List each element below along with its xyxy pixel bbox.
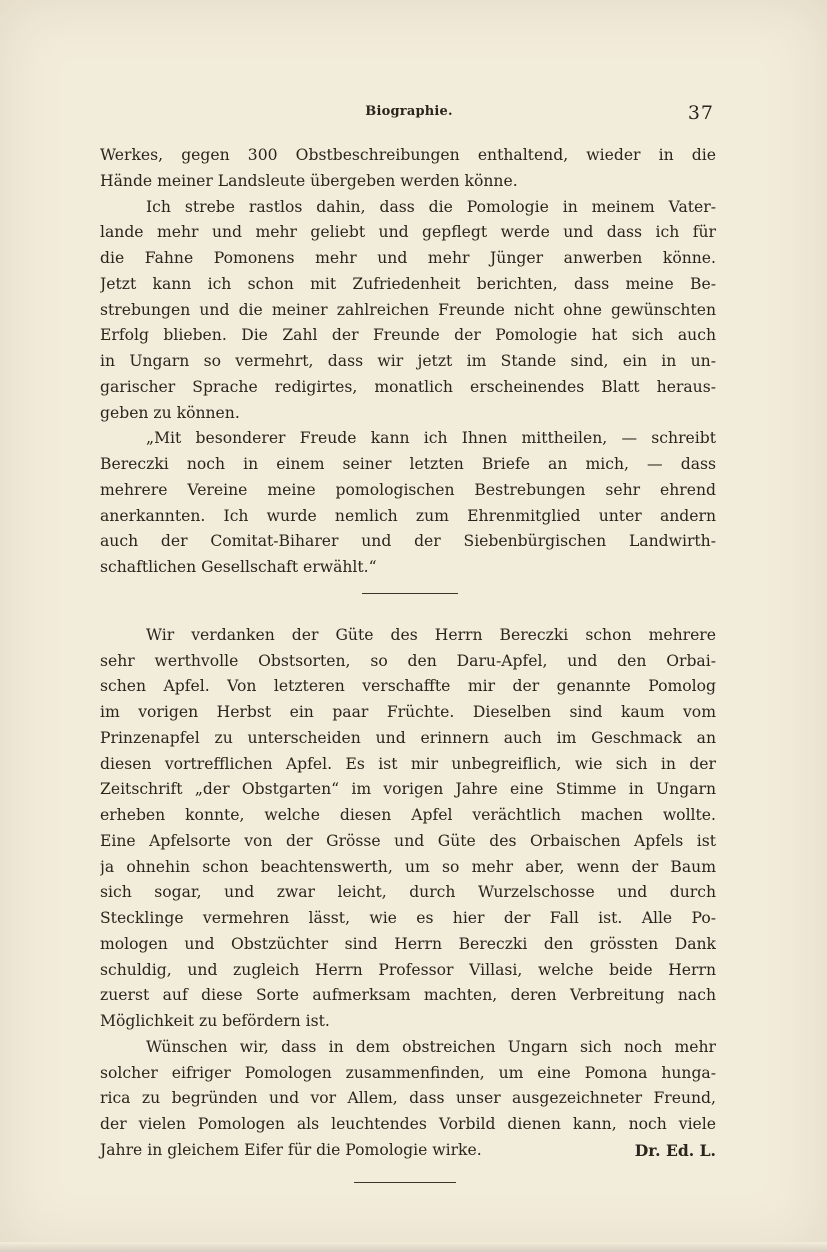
section-divider	[100, 581, 716, 607]
text-line: mehrere Vereine meine pomologischen Bestrebungen sehr ehrend	[100, 480, 716, 499]
text-line: zuerst auf diese Sorte aufmerksam machten, deren Verbreitung nach	[100, 986, 716, 1005]
text-line: „Mit besonderer Freude kann ich Ihnen mittheilen, — schreibt	[146, 429, 716, 448]
page-bottom-edge	[0, 1242, 827, 1252]
text-line: ja ohnehin schon beachtenswerth, um so mehr aber, wenn der Baum	[100, 857, 716, 876]
text-line: im vorigen Herbst ein paar Früchte. Dieselben sind kaum vom	[100, 703, 716, 721]
text-line: solcher eifriger Pomologen zusammenfinden, um eine Pomona hunga-	[100, 1063, 716, 1082]
text-line: auch der Comitat-Biharer und der Siebenbürgischen Landwirth-	[100, 532, 716, 551]
running-title: Biographie.	[365, 104, 453, 119]
text-line: Jahre in gleichem Eifer für die Pomologie wirke.	[100, 1140, 482, 1159]
text-line: Wünschen wir, dass in dem obstreichen Ungarn sich noch mehr	[146, 1037, 716, 1056]
closing-line	[100, 1138, 716, 1164]
text-line: garischer Sprache redigirtes, monatlich erscheinendes Blatt heraus-	[100, 377, 716, 396]
text-line: sich sogar, und zwar leicht, durch Wurzelschosse und durch	[100, 883, 716, 902]
text-line: Prinzenapfel zu unterscheiden und erinnern auch im Geschmack an	[100, 728, 716, 747]
page-header	[100, 104, 718, 126]
text-line: Stecklinge vermehren lässt, wie es hier der Fall ist. Alle Po-	[100, 909, 716, 927]
text-line: die Fahne Pomonens mehr und mehr Jünger anwerben könne.	[100, 249, 716, 267]
text-line: strebungen und die meiner zahlreichen Freunde nicht ohne gewünschten	[100, 300, 716, 319]
text-line: der vielen Pomologen als leuchtendes Vorbild dienen kann, noch viele	[100, 1115, 716, 1133]
text-line: lande mehr und mehr geliebt und gepflegt werde und dass ich für	[100, 223, 716, 242]
text-line: schen Apfel. Von letzteren verschaffte mir der genannte Pomolog	[100, 677, 716, 696]
author-signature: Dr. Ed. L.	[634, 1140, 716, 1160]
text-line: Ich strebe rastlos dahin, dass die Pomologie in meinem Vater-	[146, 197, 716, 216]
text-line: sehr werthvolle Obstsorten, so den Daru-Apfel, und den Orbai-	[100, 651, 716, 670]
text-line: Wir verdanken der Güte des Herrn Bereczki schon mehrere	[146, 625, 716, 644]
end-divider	[100, 1164, 716, 1190]
text-line: rica zu begründen und vor Allem, dass unser ausgezeichneter Freund,	[100, 1089, 716, 1108]
text-line: Jetzt kann ich schon mit Zufriedenheit berichten, dass meine Be-	[100, 274, 716, 293]
text-line: geben zu können.	[100, 403, 240, 422]
text-line: diesen vortrefflichen Apfel. Es ist mir unbegreiflich, wie sich in der	[100, 754, 716, 773]
text-line: Erfolg blieben. Die Zahl der Freunde der Pomologie hat sich auch	[100, 326, 716, 345]
page-number: 37	[687, 102, 714, 124]
text-line: mologen und Obstzüchter sind Herrn Bereczki den grössten Dank	[100, 934, 716, 953]
text-line: anerkannten. Ich wurde nemlich zum Ehrenmitglied unter andern	[100, 506, 716, 525]
body-text	[100, 143, 716, 1190]
text-line: Eine Apfelsorte von der Grösse und Güte des Orbaischen Apfels ist	[100, 831, 716, 850]
text-line: Bereczki noch in einem seiner letzten Briefe an mich, — dass	[100, 455, 716, 473]
text-line: erheben konnte, welche diesen Apfel verächtlich machen wollte.	[100, 806, 716, 824]
text-line: Hände meiner Landsleute übergeben werden könne.	[100, 171, 518, 190]
text-line: Zeitschrift „der Obstgarten“ im vorigen Jahre eine Stimme in Ungarn	[100, 780, 716, 799]
text-line: Möglichkeit zu befördern ist.	[100, 1012, 330, 1030]
text-line: schaftlichen Gesellschaft erwählt.“	[100, 558, 377, 576]
text-line: in Ungarn so vermehrt, dass wir jetzt im Stande sind, ein in un-	[100, 352, 716, 370]
text-line: Werkes, gegen 300 Obstbeschreibungen enthaltend, wieder in die	[100, 146, 716, 164]
text-line: schuldig, und zugleich Herrn Professor Villasi, welche beide Herrn	[100, 960, 716, 979]
